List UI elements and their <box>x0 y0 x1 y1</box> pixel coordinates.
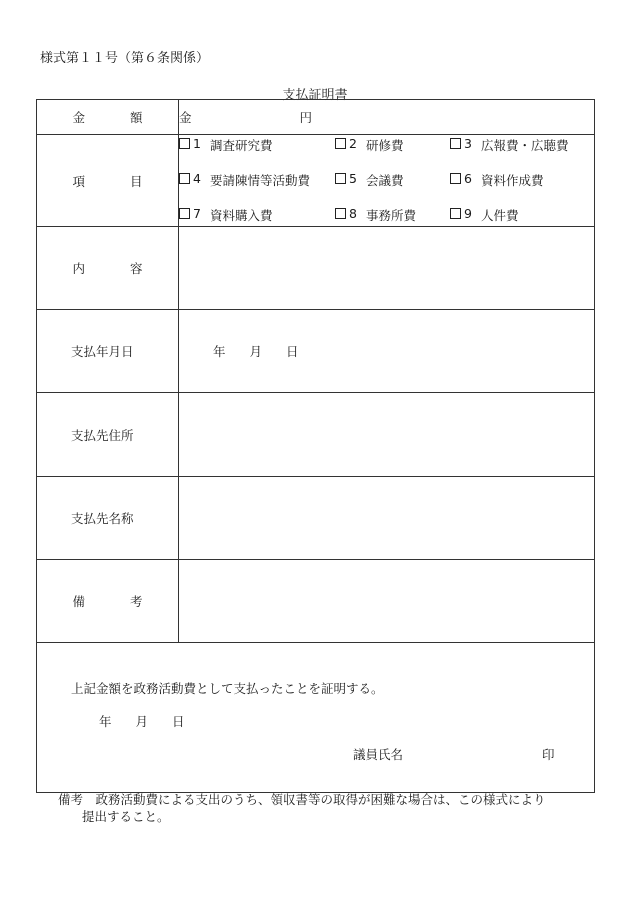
amount-label-a: 金 <box>72 110 86 125</box>
items-label-cell <box>37 135 179 227</box>
amount-prefix: 金 <box>179 110 192 125</box>
item-option-7[interactable]: 7 資料購入費 <box>179 206 335 224</box>
checkbox-icon[interactable] <box>450 173 461 184</box>
amount-row <box>37 100 595 135</box>
item-option-2[interactable]: 2 研修費 <box>335 136 450 154</box>
items-row <box>37 135 595 227</box>
remarks-field[interactable] <box>179 560 595 643</box>
content-label-b: 容 <box>129 261 143 276</box>
amount-label-b: 額 <box>129 110 143 125</box>
payee-address-field[interactable] <box>179 393 595 477</box>
checkbox-icon[interactable] <box>179 138 190 149</box>
certification-year: 年 <box>99 714 112 729</box>
amount-field[interactable] <box>179 100 595 135</box>
footnote-line-1: 備考 政務活動費による支出のうち、領収書等の取得が困難な場合は、この様式により <box>58 792 546 807</box>
item-option-1[interactable]: 1 調査研究費 <box>179 136 335 154</box>
checkbox-icon[interactable] <box>179 208 190 219</box>
item-checkbox-grid <box>179 135 594 226</box>
checkbox-icon[interactable] <box>335 173 346 184</box>
checkbox-icon[interactable] <box>450 208 461 219</box>
member-name-label: 議員氏名 <box>353 747 404 762</box>
checkbox-icon[interactable] <box>450 138 461 149</box>
payment-date-row <box>37 310 595 393</box>
form-number: 様式第１１号（第６条関係） <box>40 51 210 66</box>
remarks-label-cell <box>37 560 179 643</box>
payment-date-field[interactable] <box>179 310 595 393</box>
payment-date-label-cell <box>37 310 179 393</box>
payment-date-month: 月 <box>249 344 263 359</box>
seal-mark: 印 <box>542 747 555 762</box>
checkbox-icon[interactable] <box>335 208 346 219</box>
item-option-8[interactable]: 8 事務所費 <box>335 206 450 224</box>
item-option-9[interactable]: 9 人件費 <box>450 206 590 224</box>
payee-address-label-cell <box>37 393 179 477</box>
content-label-a: 内 <box>72 261 86 276</box>
payee-name-field[interactable] <box>179 477 595 560</box>
payment-certificate-table <box>36 99 595 793</box>
content-label-cell <box>37 227 179 310</box>
payee-name-label: 支払先名称 <box>71 511 134 526</box>
footnote <box>58 791 598 825</box>
remarks-label-a: 備 <box>72 594 86 609</box>
items-label-a: 項 <box>72 173 86 189</box>
amount-label-cell <box>37 100 179 135</box>
content-row <box>37 227 595 310</box>
payee-name-label-cell <box>37 477 179 560</box>
certification-day: 日 <box>172 714 185 729</box>
payment-date-day: 日 <box>286 344 299 359</box>
certification-month: 月 <box>135 714 149 729</box>
item-option-3[interactable]: 3 広報費・広聴費 <box>450 136 590 154</box>
payee-name-row <box>37 477 595 560</box>
footnote-line-2: 提出すること。 <box>82 809 170 824</box>
item-option-6[interactable]: 6 資料作成費 <box>450 171 590 189</box>
content-field[interactable] <box>179 227 595 310</box>
payee-address-row <box>37 393 595 477</box>
payment-date-year: 年 <box>213 344 226 359</box>
amount-unit: 円 <box>299 110 313 125</box>
checkbox-icon[interactable] <box>179 173 190 184</box>
payee-address-label: 支払先住所 <box>71 427 134 443</box>
document-title: 支払証明書 <box>282 88 348 103</box>
remarks-row <box>37 560 595 643</box>
certification-row <box>37 643 595 793</box>
items-field <box>179 135 595 227</box>
certification-statement: 上記金額を政務活動費として支払ったことを証明する。 <box>71 681 384 696</box>
remarks-label-b: 考 <box>129 594 143 609</box>
certification-section <box>37 643 595 793</box>
item-option-4[interactable]: 4 要請陳情等活動費 <box>179 171 335 189</box>
item-option-5[interactable]: 5 会議費 <box>335 171 450 189</box>
items-label-b: 目 <box>129 173 143 189</box>
payment-date-label: 支払年月日 <box>71 344 134 359</box>
certification-date[interactable] <box>99 712 209 730</box>
checkbox-icon[interactable] <box>335 138 346 149</box>
